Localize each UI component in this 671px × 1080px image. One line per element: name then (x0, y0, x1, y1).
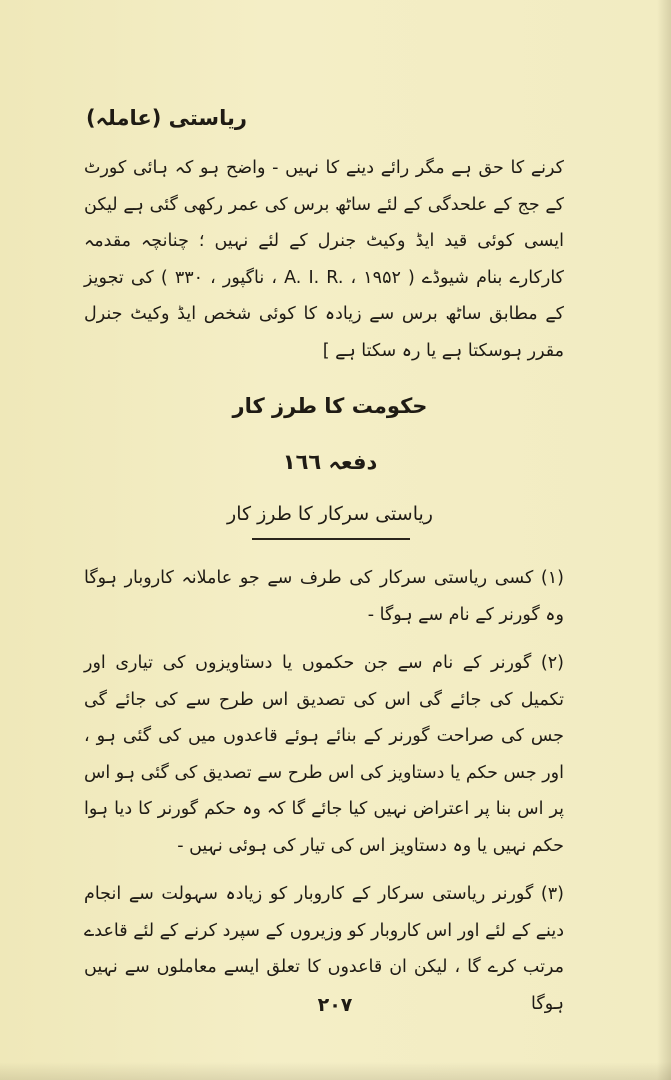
section-number: دفعہ ۱٦٦ (282, 450, 378, 474)
section-title-underline (252, 538, 410, 540)
page-number: ۲۰۷ (317, 994, 353, 1016)
clause-2: (۲) گورنر کے نام سے جن حکموں یا دستاویزوں کی تیاری اور تکمیل کی جائے گی اس کی تصدیق اس طرح سے کی جائے گی جس کی صراحت گورنر کے بنائے ہوئے قاعدوں میں کی گئی ہو ، اور جس حکم یا دستاویز کی اس طرح سے تصدیق کی گئی ہو اس پر اس بنا پر اعتراض نہیں کیا جائے گا کہ وہ حکم گورنر کا دیا ہوا حکم نہیں یا وہ دستاویز اس کی تیار کی ہوئی نہیں - (84, 653, 564, 856)
clause-1: (۱) کسی ریاستی سرکار کی طرف سے جو عاملانہ کاروبار ہوگا وہ گورنر کے نام سے ہوگا - (84, 568, 564, 625)
intro-paragraph: کرنے کا حق ہے مگر رائے دینے کا نہیں - واضح ہو کہ ہائی کورٹ کے جج کے علحدگی کے لئے ساٹھ برس کی عمر رکھی گئی ہے لیکن ایسی کوئی قید ایڈ وکیٹ جنرل کے لئے نہیں ؛ چنانچہ مقدمہ کارکارے بنام شیوڈے ( A. I. R. ، ۱۹۵۲ ، ناگپور ، ۳۳۰ ) کی تجویز کے مطابق ساٹھ برس سے زیادہ کا کوئی شخص ایڈ وکیٹ جنرل مقرر ہوسکتا ہے یا رہ سکتا ہے ] (84, 158, 564, 361)
running-head: ریاستی (عاملہ) (86, 106, 247, 130)
section-title: ریاستی سرکار کا طرز کار (227, 503, 433, 525)
clause-3: (۳) گورنر ریاستی سرکار کے کاروبار کو زیادہ سہولت سے انجام دینے کے لئے اور اس کاروبار کو وزیروں کے سپرد کرنے کے لئے قاعدے مرتب کرے گا ، لیکن ان قاعدوں کا تعلق ایسے معاملوں سے نہیں ہوگا (84, 884, 564, 1014)
page-bottom-shadow (0, 1062, 671, 1080)
page-edge-shadow (657, 0, 671, 1080)
chapter-title: حکومت کا طرز کار (232, 394, 428, 418)
